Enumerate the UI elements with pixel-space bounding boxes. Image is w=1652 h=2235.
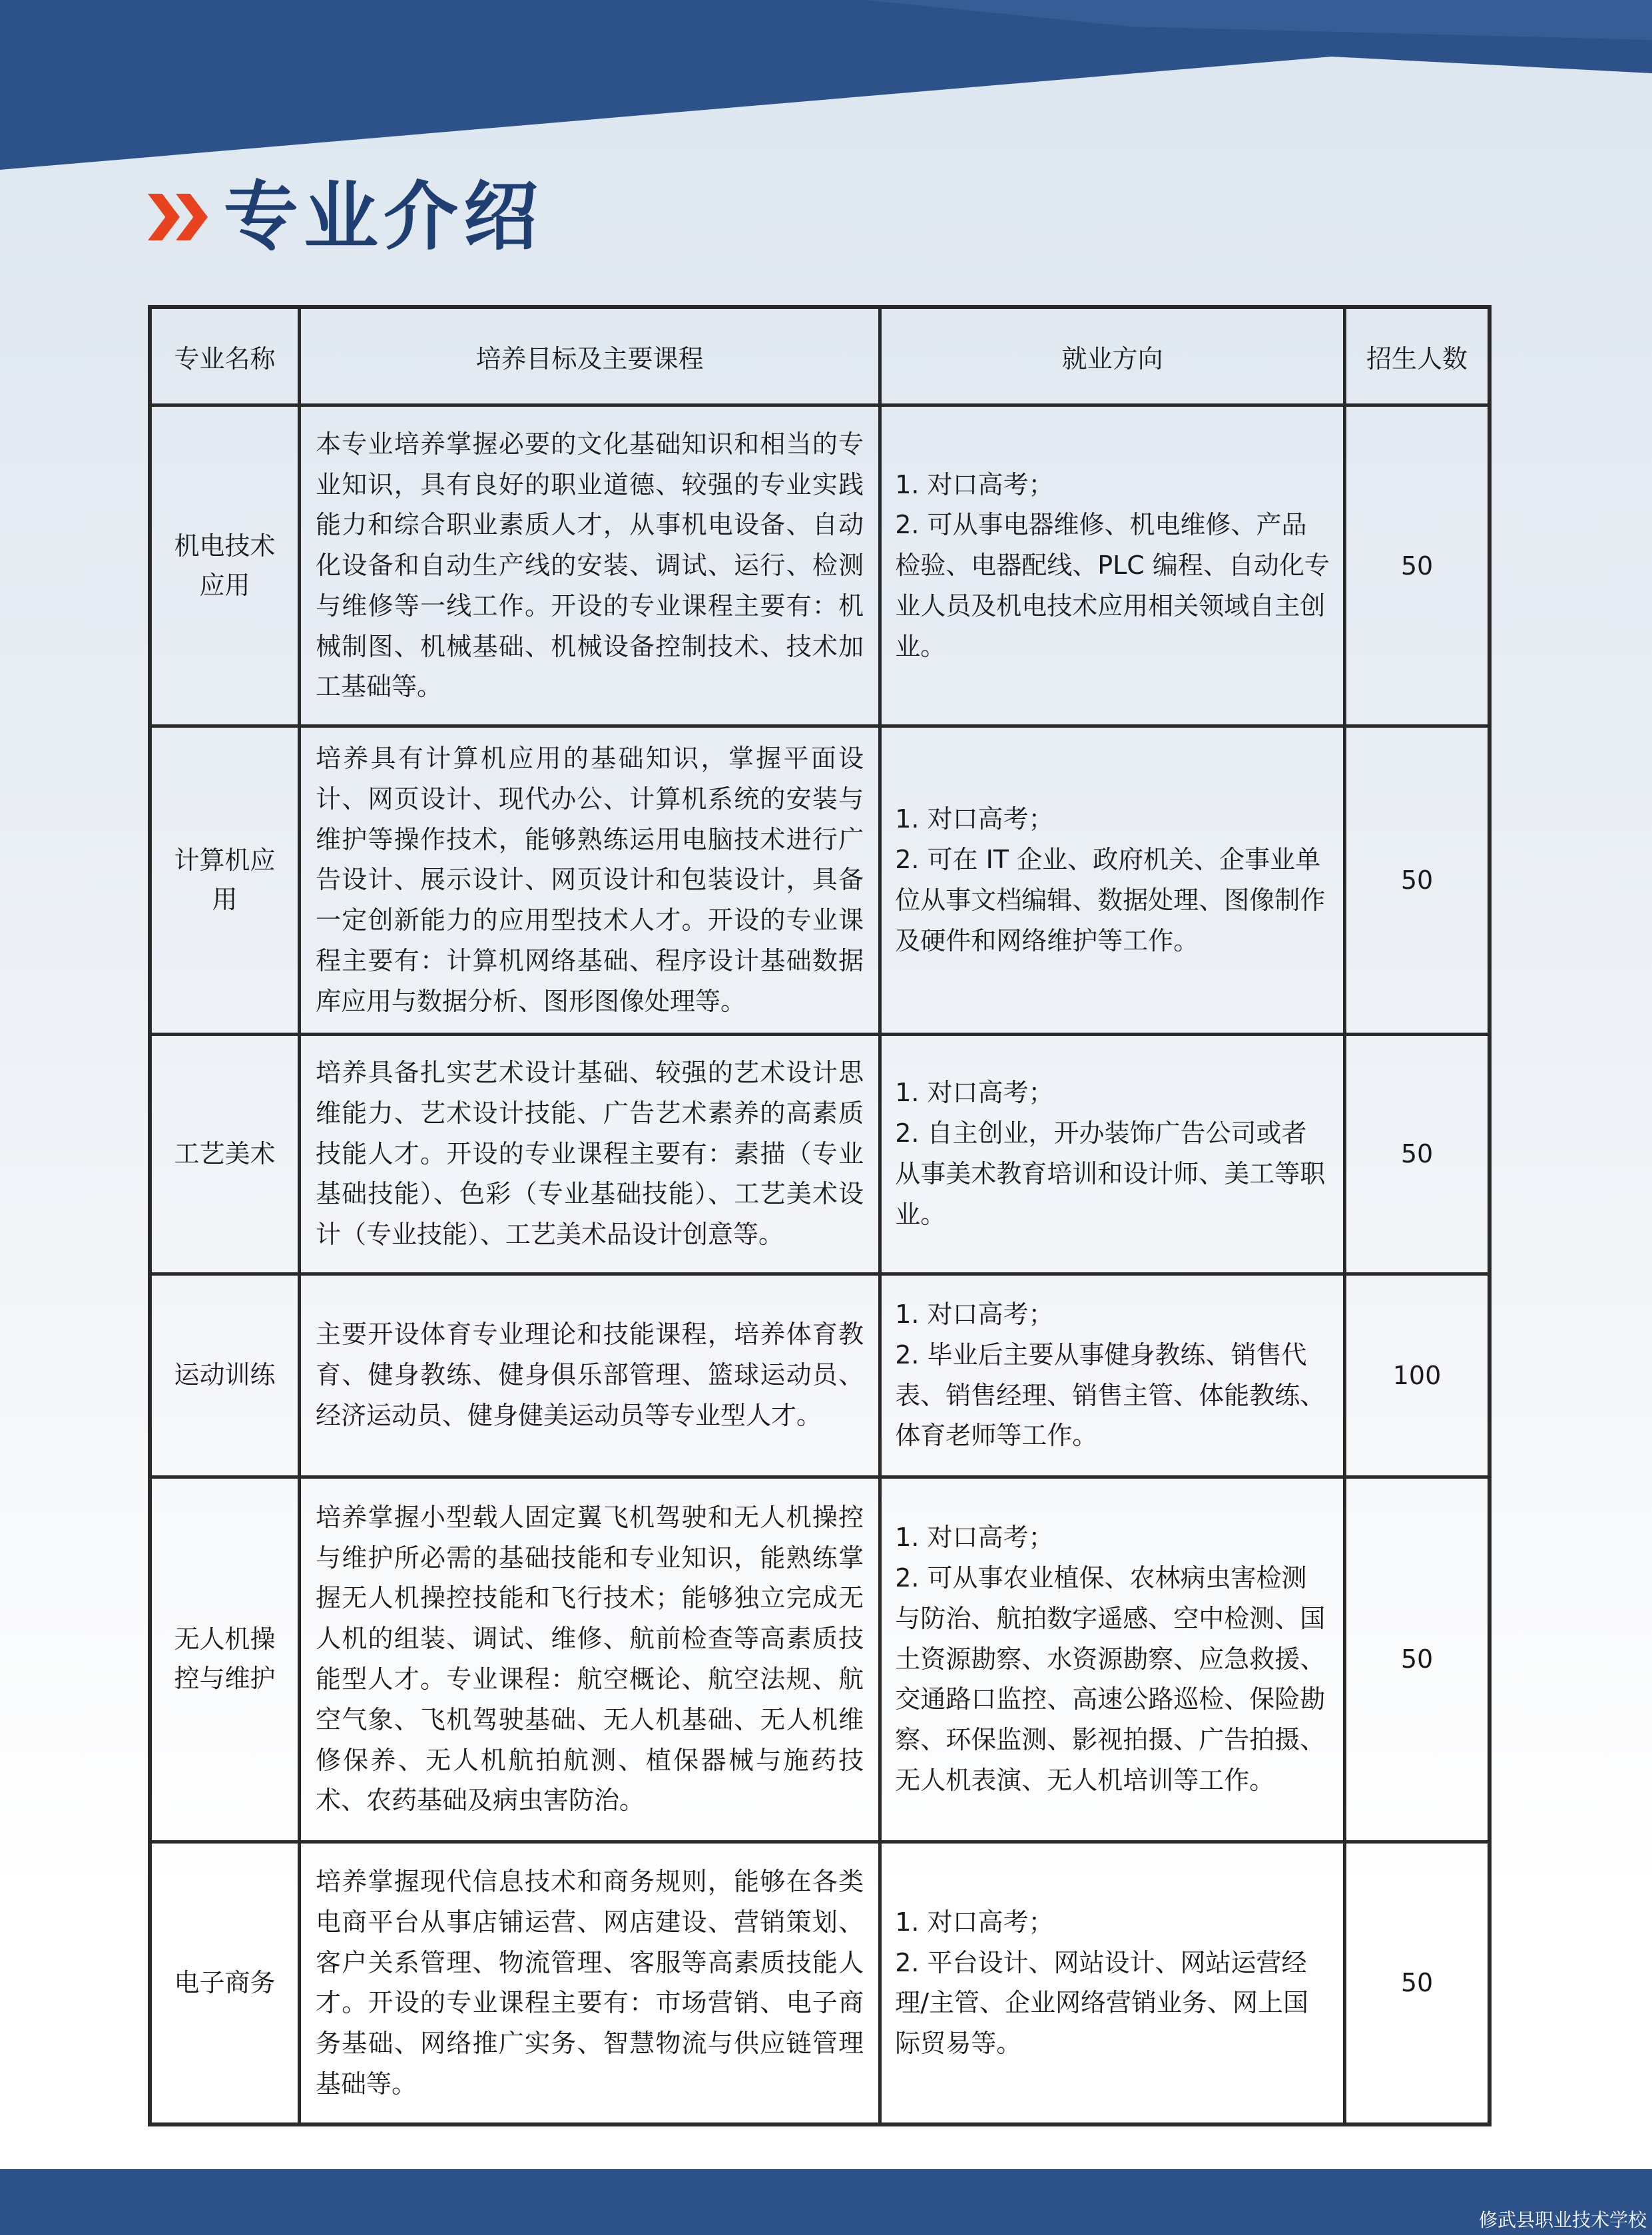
table-row bbox=[150, 726, 1490, 1035]
page-title bbox=[148, 174, 543, 260]
major-name: 机电技术应用 bbox=[150, 405, 299, 726]
career-line: 1. 对口高考； bbox=[895, 1078, 1054, 1108]
major-name: 运动训练 bbox=[150, 1274, 299, 1477]
career-line: 1. 对口高考； bbox=[895, 1299, 1054, 1329]
major-name: 无人机操控与维护 bbox=[150, 1477, 299, 1842]
major-count: 100 bbox=[1345, 1274, 1490, 1477]
career-line: 2. 可从事农业植保、农林病虫害检测与防治、航拍数字遥感、空中检测、国土资源勘察、水资源勘察、应急救援、交通路口监控、高速公路巡检、保险勘察、环保监测、影视拍摄、广告拍摄、无人机表演、无人机培训等工作。 bbox=[895, 1563, 1326, 1796]
header-career-direction: 就业方向 bbox=[880, 307, 1345, 405]
major-career bbox=[880, 405, 1345, 726]
double-chevron-icon bbox=[148, 194, 204, 240]
career-line: 1. 对口高考； bbox=[895, 1523, 1054, 1553]
header-enrollment: 招生人数 bbox=[1345, 307, 1490, 405]
career-line: 2. 平台设计、网站设计、网站运营经理/主管、企业网络营销业务、网上国际贸易等。 bbox=[895, 1947, 1308, 2059]
major-count: 50 bbox=[1345, 1477, 1490, 1842]
major-goal: 培养掌握现代信息技术和商务规则，能够在各类电商平台从事店铺运营、网店建设、营销策划、客户关系管理、物流管理、客服等高素质技能人才。开设的专业课程主要有：市场营销、电子商务基础、网络推广实务、智慧物流与供应链管理基础等。 bbox=[299, 1842, 880, 2124]
major-goal: 培养具备扎实艺术设计基础、较强的艺术设计思维能力、艺术设计技能、广告艺术素养的高素质技能人才。开设的专业课程主要有：素描（专业基础技能）、色彩（专业基础技能）、工艺美术设计（专业技能）、工艺美术品设计创意等。 bbox=[299, 1034, 880, 1274]
career-line: 2. 毕业后主要从事健身教练、销售代表、销售经理、销售主管、体能教练、体育老师等工作。 bbox=[895, 1340, 1326, 1451]
page-title-text: 专业介绍 bbox=[224, 174, 543, 260]
career-line: 1. 对口高考； bbox=[895, 469, 1054, 499]
school-name: 修武县职业技术学校 bbox=[1478, 2209, 1647, 2231]
career-line: 2. 可在 IT 企业、政府机关、企事业单位从事文档编辑、数据处理、图像制作及硬件和网络维护等工作。 bbox=[895, 844, 1326, 955]
major-career bbox=[880, 726, 1345, 1035]
header-training-goal: 培养目标及主要课程 bbox=[299, 307, 880, 405]
major-count: 50 bbox=[1345, 726, 1490, 1035]
major-name: 工艺美术 bbox=[150, 1034, 299, 1274]
major-count: 50 bbox=[1345, 1842, 1490, 2124]
career-line: 1. 对口高考； bbox=[895, 1907, 1054, 1937]
major-goal: 培养具有计算机应用的基础知识，掌握平面设计、网页设计、现代办公、计算机系统的安装与维护等操作技术，能够熟练运用电脑技术进行广告设计、展示设计、网页设计和包装设计，具备一定创新能力的应用型技术人才。开设的专业课程主要有：计算机网络基础、程序设计基础数据库应用与数据分析、图形图像处理等。 bbox=[299, 726, 880, 1035]
career-line: 2. 自主创业，开办装饰广告公司或者从事美术教育培训和设计师、美工等职业。 bbox=[895, 1118, 1326, 1229]
table-row bbox=[150, 1842, 1490, 2124]
table-row bbox=[150, 1274, 1490, 1477]
major-name: 计算机应用 bbox=[150, 726, 299, 1035]
major-career bbox=[880, 1274, 1345, 1477]
major-count: 50 bbox=[1345, 1034, 1490, 1274]
table-row bbox=[150, 405, 1490, 726]
table-row bbox=[150, 1034, 1490, 1274]
career-line: 2. 可从事电器维修、机电维修、产品检验、电器配线、PLC 编程、自动化专业人员及机电技术应用相关领域自主创业。 bbox=[895, 510, 1330, 661]
major-career bbox=[880, 1842, 1345, 2124]
major-count: 50 bbox=[1345, 405, 1490, 726]
table-header-row bbox=[150, 307, 1490, 405]
major-goal: 主要开设体育专业理论和技能课程，培养体育教育、健身教练、健身俱乐部管理、篮球运动员、经济运动员、健身健美运动员等专业型人才。 bbox=[299, 1274, 880, 1477]
major-career bbox=[880, 1034, 1345, 1274]
career-line: 1. 对口高考； bbox=[895, 804, 1054, 834]
majors-table bbox=[148, 305, 1492, 2126]
major-career bbox=[880, 1477, 1345, 1842]
table-row bbox=[150, 1477, 1490, 1842]
major-goal: 本专业培养掌握必要的文化基础知识和相当的专业知识，具有良好的职业道德、较强的专业实践能力和综合职业素质人才，从事机电设备、自动化设备和自动生产线的安装、调试、运行、检测与维修等一线工作。开设的专业课程主要有：机械制图、机械基础、机械设备控制技术、技术加工基础等。 bbox=[299, 405, 880, 726]
major-goal: 培养掌握小型载人固定翼飞机驾驶和无人机操控与维护所必需的基础技能和专业知识，能熟练掌握无人机操控技能和飞行技术；能够独立完成无人机的组装、调试、维修、航前检查等高素质技能型人才。专业课程：航空概论、航空法规、航空气象、飞机驾驶基础、无人机基础、无人机维修保养、无人机航拍航测、植保器械与施药技术、农药基础及病虫害防治。 bbox=[299, 1477, 880, 1842]
major-name: 电子商务 bbox=[150, 1842, 299, 2124]
header-major-name: 专业名称 bbox=[150, 307, 299, 405]
bottom-banner bbox=[0, 2169, 1652, 2235]
